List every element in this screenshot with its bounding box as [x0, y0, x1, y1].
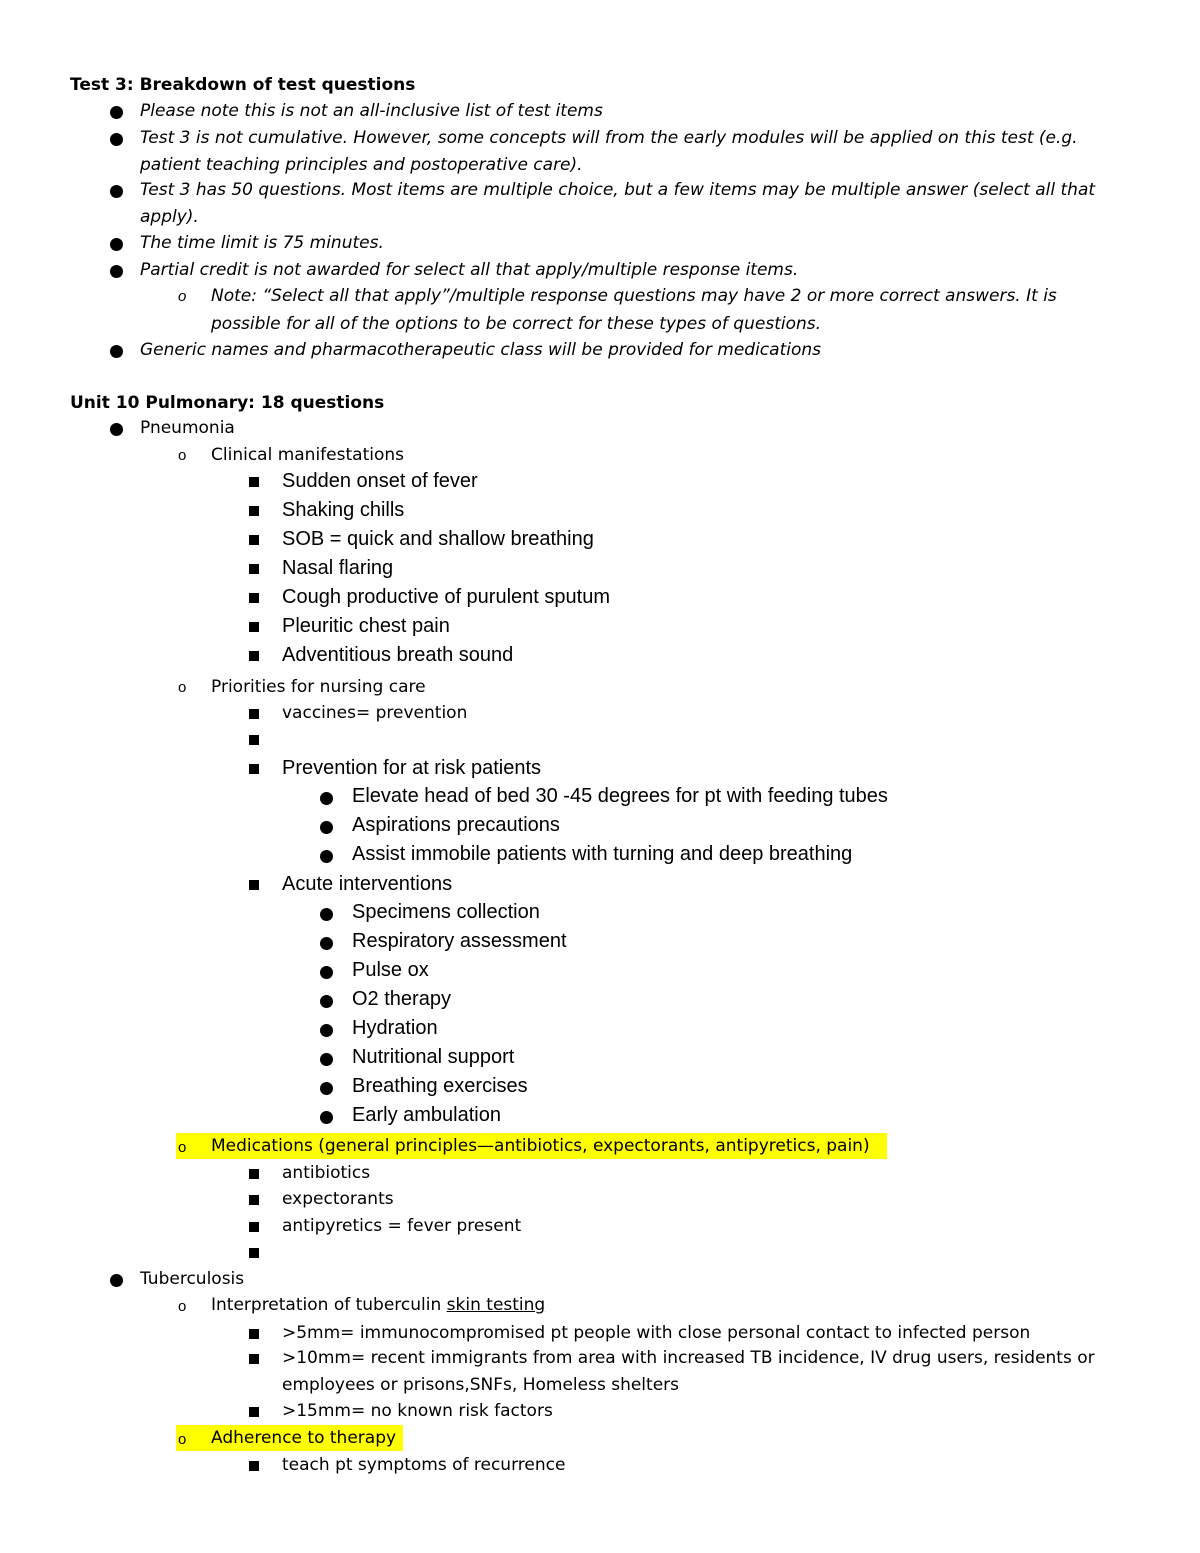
bullet-dot-icon [320, 792, 333, 805]
list-item: >15mm= no known risk factors [282, 1401, 553, 1421]
bullet-dot-icon [320, 1082, 333, 1095]
prevention-heading: Prevention for at risk patients [282, 757, 542, 779]
test-title: Test 3: Breakdown of test questions [70, 75, 416, 95]
bullet-dot-icon [320, 850, 333, 863]
note-line: possible for all of the options to be correct for these types of questions. [211, 314, 822, 334]
topic-tuberculosis: Tuberculosis [140, 1269, 245, 1289]
bullet-dot-icon [110, 1274, 123, 1287]
bullet-dot-icon [110, 185, 123, 198]
note-line: Note: “Select all that apply”/multiple response questions may have 2 or more correct answers. It is [211, 286, 1057, 306]
list-item: Shaking chills [282, 499, 405, 521]
unit-title: Unit 10 Pulmonary: 18 questions [70, 393, 385, 413]
bullet-dot-icon [320, 995, 333, 1008]
list-item: Pulse ox [352, 959, 429, 981]
note-line: Test 3 has 50 questions. Most items are multiple choice, but a few items may be multiple answer (select all that [140, 180, 1096, 200]
bullet-dot-icon [110, 423, 123, 436]
square-bullet-icon [249, 1248, 259, 1258]
interpretation-heading [211, 1295, 545, 1315]
note-line: The time limit is 75 minutes. [140, 233, 384, 253]
bullet-dot-icon [110, 345, 123, 358]
bullet-dot-icon [110, 238, 123, 251]
square-bullet-icon [249, 622, 259, 632]
note-line: apply). [140, 207, 199, 227]
bullet-dot-icon [320, 821, 333, 834]
circle-bullet-icon: o [178, 1139, 187, 1156]
list-item: Elevate head of bed 30 -45 degrees for pt with feeding tubes [352, 785, 888, 807]
list-item: >5mm= immunocompromised pt people with close personal contact to infected person [282, 1323, 1031, 1343]
square-bullet-icon [249, 1222, 259, 1232]
note-line: patient teaching principles and postoperative care). [140, 155, 583, 175]
circle-bullet-icon: o [178, 288, 187, 305]
circle-bullet-icon: o [178, 1298, 187, 1315]
list-item: Breathing exercises [352, 1075, 528, 1097]
note-line: Generic names and pharmacotherapeutic class will be provided for medications [140, 340, 821, 360]
list-item: Assist immobile patients with turning and deep breathing [352, 843, 853, 865]
list-item: Respiratory assessment [352, 930, 567, 952]
bullet-dot-icon [320, 1024, 333, 1037]
bullet-dot-icon [320, 1111, 333, 1124]
interpretation-text: Interpretation of tuberculin [211, 1295, 447, 1315]
list-item: Hydration [352, 1017, 438, 1039]
list-item: >10mm= recent immigrants from area with increased TB incidence, IV drug users, residents or [282, 1348, 1095, 1368]
square-bullet-icon [249, 1354, 259, 1364]
clinical-manifestations-heading: Clinical manifestations [211, 445, 404, 465]
bullet-dot-icon [320, 1053, 333, 1066]
list-item: vaccines= prevention [282, 703, 468, 723]
list-item: expectorants [282, 1189, 394, 1209]
adherence-heading: Adherence to therapy [211, 1428, 397, 1448]
list-item: teach pt symptoms of recurrence [282, 1455, 566, 1475]
bullet-dot-icon [320, 937, 333, 950]
list-item: Nutritional support [352, 1046, 515, 1068]
square-bullet-icon [249, 1169, 259, 1179]
list-item: Nasal flaring [282, 557, 394, 579]
square-bullet-icon [249, 564, 259, 574]
bullet-dot-icon [320, 908, 333, 921]
topic-pneumonia: Pneumonia [140, 418, 235, 438]
list-item: Cough productive of purulent sputum [282, 586, 610, 608]
square-bullet-icon [249, 506, 259, 516]
circle-bullet-icon: o [178, 1431, 187, 1448]
bullet-dot-icon [320, 966, 333, 979]
bullet-dot-icon [110, 133, 123, 146]
square-bullet-icon [249, 593, 259, 603]
list-item: Specimens collection [352, 901, 540, 923]
square-bullet-icon [249, 651, 259, 661]
square-bullet-icon [249, 1461, 259, 1471]
acute-heading: Acute interventions [282, 873, 453, 895]
list-item: antibiotics [282, 1163, 371, 1183]
list-item: O2 therapy [352, 988, 451, 1010]
list-item: Adventitious breath sound [282, 644, 514, 666]
priorities-heading: Priorities for nursing care [211, 677, 426, 697]
square-bullet-icon [249, 764, 259, 774]
circle-bullet-icon: o [178, 679, 187, 696]
note-line: Partial credit is not awarded for select all that apply/multiple response items. [140, 260, 799, 280]
square-bullet-icon [249, 477, 259, 487]
square-bullet-icon [249, 880, 259, 890]
list-item: antipyretics = fever present [282, 1216, 522, 1236]
note-line: Please note this is not an all-inclusive list of test items [140, 101, 603, 121]
square-bullet-icon [249, 735, 259, 745]
circle-bullet-icon: o [178, 447, 187, 464]
square-bullet-icon [249, 1329, 259, 1339]
interpretation-underlined: skin testing [446, 1295, 546, 1315]
list-item: Aspirations precautions [352, 814, 560, 836]
square-bullet-icon [249, 709, 259, 719]
list-item: SOB = quick and shallow breathing [282, 528, 594, 550]
list-item-continuation: employees or prisons,SNFs, Homeless shelters [282, 1375, 680, 1395]
square-bullet-icon [249, 535, 259, 545]
bullet-dot-icon [110, 265, 123, 278]
list-item: Sudden onset of fever [282, 470, 478, 492]
note-line: Test 3 is not cumulative. However, some concepts will from the early modules will be applied on this test (e.g. [140, 128, 1078, 148]
medications-heading: Medications (general principles—antibiotics, expectorants, antipyretics, pain) [211, 1136, 870, 1156]
list-item: Early ambulation [352, 1104, 501, 1126]
bullet-dot-icon [110, 106, 123, 119]
square-bullet-icon [249, 1407, 259, 1417]
list-item: Pleuritic chest pain [282, 615, 450, 637]
square-bullet-icon [249, 1195, 259, 1205]
